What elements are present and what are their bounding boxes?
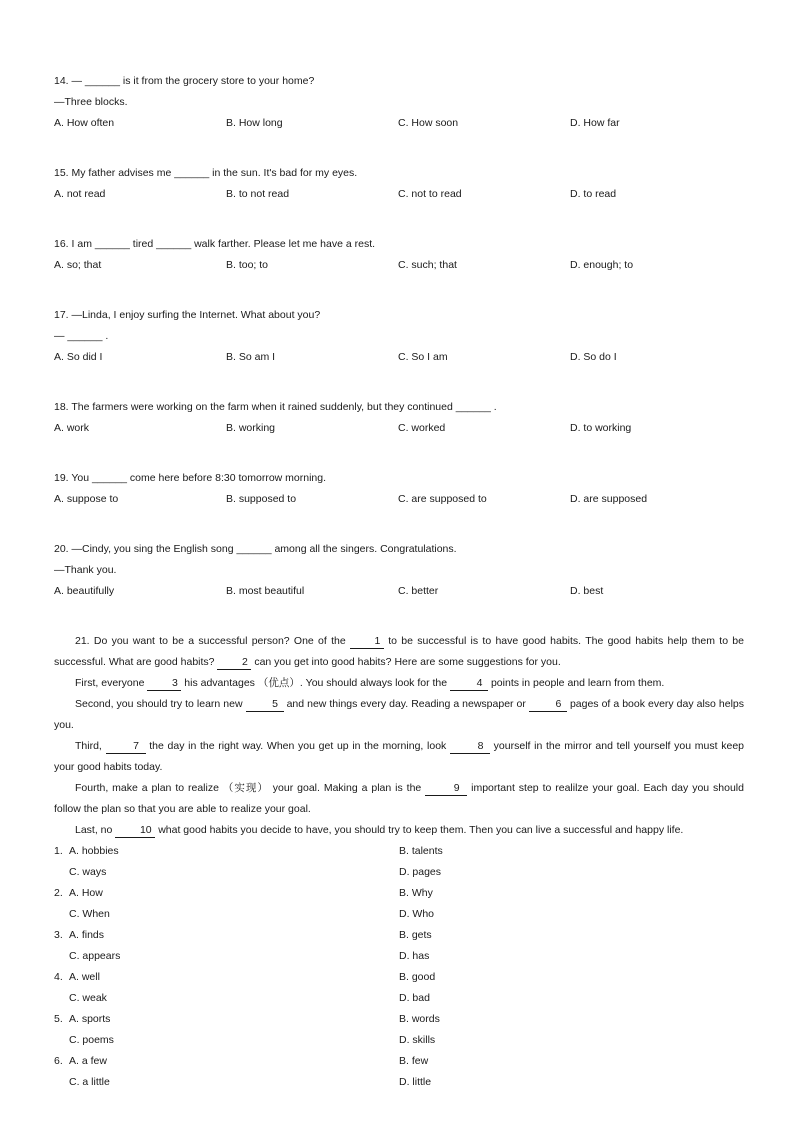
cloze-option-cell — [54, 1051, 399, 1072]
option-b: B. to not read — [226, 188, 290, 200]
question-stem: 19. You ______ come here before 8:30 tomorrow morning. — [54, 472, 327, 484]
options-row — [54, 489, 744, 510]
cloze-row — [54, 841, 744, 862]
question-stem: —Three blocks. — [54, 96, 128, 108]
options-row — [54, 581, 744, 602]
question-stem: 18. The farmers were working on the farm when it rained suddenly, but they continued ______ . — [54, 401, 497, 413]
option-b: B. too; to — [226, 259, 269, 271]
question-stem: — ______ . — [54, 330, 109, 342]
question-stem: 15. My father advises me ______ in the sun. It's bad for my eyes. — [54, 167, 358, 179]
option-b: B. working — [226, 422, 276, 434]
cloze-option-a: A. sports — [69, 1013, 111, 1025]
question-14 — [54, 71, 744, 134]
cloze-number: 3. — [54, 929, 63, 941]
question-17 — [54, 305, 744, 368]
cloze-option-b: B. few — [399, 1055, 429, 1067]
blank-9: 9 — [425, 781, 467, 796]
options-row — [54, 113, 744, 134]
passage-text: First, everyone — [75, 677, 148, 689]
blank-2: 2 — [217, 655, 251, 670]
passage-text: 21. Do you want to be a successful person? One of the — [75, 635, 350, 647]
option-c: C. worked — [398, 422, 446, 434]
passage-paragraph-1 — [54, 631, 744, 673]
option-c: C. are supposed to — [398, 493, 487, 505]
cloze-option-d: D. Who — [399, 908, 435, 920]
cloze-option-d: D. pages — [399, 866, 442, 878]
cloze-option-a: A. finds — [69, 929, 105, 941]
option-a: A. so; that — [54, 259, 102, 271]
blank-4: 4 — [450, 676, 488, 691]
cloze-option-cell — [54, 1072, 399, 1093]
option-d: D. to working — [570, 422, 632, 434]
cloze-row — [54, 925, 744, 946]
question-stem: 14. — ______ is it from the grocery store to your home? — [54, 75, 315, 87]
cloze-passage — [54, 631, 744, 841]
cloze-number: 1. — [54, 845, 63, 857]
question-20 — [54, 539, 744, 602]
cloze-option-c: C. a little — [69, 1076, 110, 1088]
option-a: A. not read — [54, 188, 106, 200]
cloze-option-a: A. well — [69, 971, 100, 983]
cloze-option-b: B. words — [399, 1013, 440, 1025]
passage-text: what good habits you decide to have, you should try to keep them. Then you can live a successful and happy life. — [155, 824, 684, 836]
cloze-option-cell — [54, 967, 399, 988]
question-stem: 17. —Linda, I enjoy surfing the Internet. What about you? — [54, 309, 321, 321]
cloze-row — [54, 1072, 744, 1093]
passage-text: Fourth, make a plan to realize （实现） your goal. Making a plan is the — [75, 782, 426, 794]
cloze-row — [54, 988, 744, 1009]
cloze-option-c: C. poems — [69, 1034, 114, 1046]
passage-text: Second, you should try to learn new — [75, 698, 246, 710]
passage-text: important step to realilze your goal. Each day you should follow the plan so that you are able to realize your goal. — [54, 782, 744, 815]
question-15 — [54, 163, 744, 205]
cloze-number: 5. — [54, 1013, 63, 1025]
option-c: C. better — [398, 585, 439, 597]
cloze-option-a: A. a few — [69, 1055, 107, 1067]
cloze-option-b: B. gets — [399, 929, 432, 941]
option-d: D. enough; to — [570, 259, 634, 271]
cloze-number: 6. — [54, 1055, 63, 1067]
option-b: B. supposed to — [226, 493, 297, 505]
cloze-row — [54, 883, 744, 904]
option-a: A. How often — [54, 117, 115, 129]
passage-text: to be successful is to have good habits. The good habits help them to be successful. What are good habits? — [54, 635, 744, 668]
passage-text: points in people and learn from them. — [488, 677, 665, 689]
option-d: D. to read — [570, 188, 617, 200]
blank-10: 10 — [115, 823, 155, 838]
option-c: C. So I am — [398, 351, 448, 363]
blank-6: 6 — [529, 697, 567, 712]
option-a: A. beautifully — [54, 585, 115, 597]
option-b: B. How long — [226, 117, 283, 129]
cloze-option-cell — [54, 904, 399, 925]
question-stem: 20. —Cindy, you sing the English song ______ among all the singers. Congratulations. — [54, 543, 457, 555]
option-d: D. So do I — [570, 351, 617, 363]
cloze-number: 2. — [54, 887, 63, 899]
passage-paragraph-5 — [54, 778, 744, 820]
question-stem: 16. I am ______ tired ______ walk farther. Please let me have a rest. — [54, 238, 376, 250]
options-row — [54, 418, 744, 439]
cloze-number: 4. — [54, 971, 63, 983]
cloze-option-d: D. bad — [399, 992, 430, 1004]
option-b: B. most beautiful — [226, 585, 305, 597]
cloze-option-b: B. talents — [399, 845, 443, 857]
question-16 — [54, 234, 744, 276]
passage-text: the day in the right way. When you get up in the morning, look — [145, 740, 450, 752]
cloze-row — [54, 904, 744, 925]
cloze-row — [54, 1051, 744, 1072]
option-d: D. are supposed — [570, 493, 648, 505]
passage-paragraph-6 — [54, 820, 744, 841]
options-row — [54, 255, 744, 276]
cloze-row — [54, 1030, 744, 1051]
question-19 — [54, 468, 744, 510]
passage-paragraph-4 — [54, 736, 744, 778]
blank-5: 5 — [246, 697, 284, 712]
blank-8: 8 — [450, 739, 490, 754]
options-row — [54, 184, 744, 205]
cloze-option-cell — [54, 883, 399, 904]
cloze-option-c: C. When — [69, 908, 110, 920]
cloze-option-cell — [54, 1030, 399, 1051]
cloze-option-cell — [54, 841, 399, 862]
cloze-option-a: A. hobbies — [69, 845, 119, 857]
cloze-row — [54, 862, 744, 883]
cloze-option-cell — [54, 1009, 399, 1030]
cloze-option-c: C. appears — [69, 950, 121, 962]
passage-paragraph-3 — [54, 694, 744, 736]
cloze-option-b: B. Why — [399, 887, 433, 899]
cloze-option-c: C. weak — [69, 992, 107, 1004]
cloze-options — [54, 841, 744, 1093]
option-d: D. How far — [570, 117, 620, 129]
blank-3: 3 — [147, 676, 181, 691]
cloze-option-cell — [54, 988, 399, 1009]
option-b: B. So am I — [226, 351, 276, 363]
options-row — [54, 347, 744, 368]
cloze-option-b: B. good — [399, 971, 436, 983]
option-c: C. not to read — [398, 188, 462, 200]
cloze-option-a: A. How — [69, 887, 103, 899]
exam-page — [54, 71, 744, 1093]
blank-1: 1 — [350, 634, 384, 649]
option-a: A. suppose to — [54, 493, 119, 505]
passage-text: pages of a book every day also helps you. — [54, 698, 744, 731]
cloze-option-cell — [54, 925, 399, 946]
question-18 — [54, 397, 744, 439]
cloze-option-d: D. little — [399, 1076, 432, 1088]
option-a: A. So did I — [54, 351, 103, 363]
cloze-option-d: D. has — [399, 950, 430, 962]
cloze-option-cell — [54, 862, 399, 883]
passage-text: can you get into good habits? Here are some suggestions for you. — [251, 656, 561, 668]
cloze-option-cell — [54, 946, 399, 967]
option-d: D. best — [570, 585, 604, 597]
passage-paragraph-2 — [54, 673, 744, 694]
passage-text: Third, — [75, 740, 106, 752]
question-stem: —Thank you. — [54, 564, 117, 576]
cloze-row — [54, 1009, 744, 1030]
passage-text: Last, no — [75, 824, 116, 836]
option-c: C. How soon — [398, 117, 459, 129]
blank-7: 7 — [106, 739, 146, 754]
cloze-row — [54, 946, 744, 967]
cloze-option-d: D. skills — [399, 1034, 436, 1046]
cloze-row — [54, 967, 744, 988]
cloze-option-c: C. ways — [69, 866, 107, 878]
passage-text: yourself in the mirror and tell yourself you must keep your good habits today. — [54, 740, 745, 773]
passage-text: his advantages （优点）. You should always look for the — [181, 677, 451, 689]
option-c: C. such; that — [398, 259, 457, 271]
passage-text: and new things every day. Reading a newspaper or — [283, 698, 529, 710]
option-a: A. work — [54, 422, 90, 434]
